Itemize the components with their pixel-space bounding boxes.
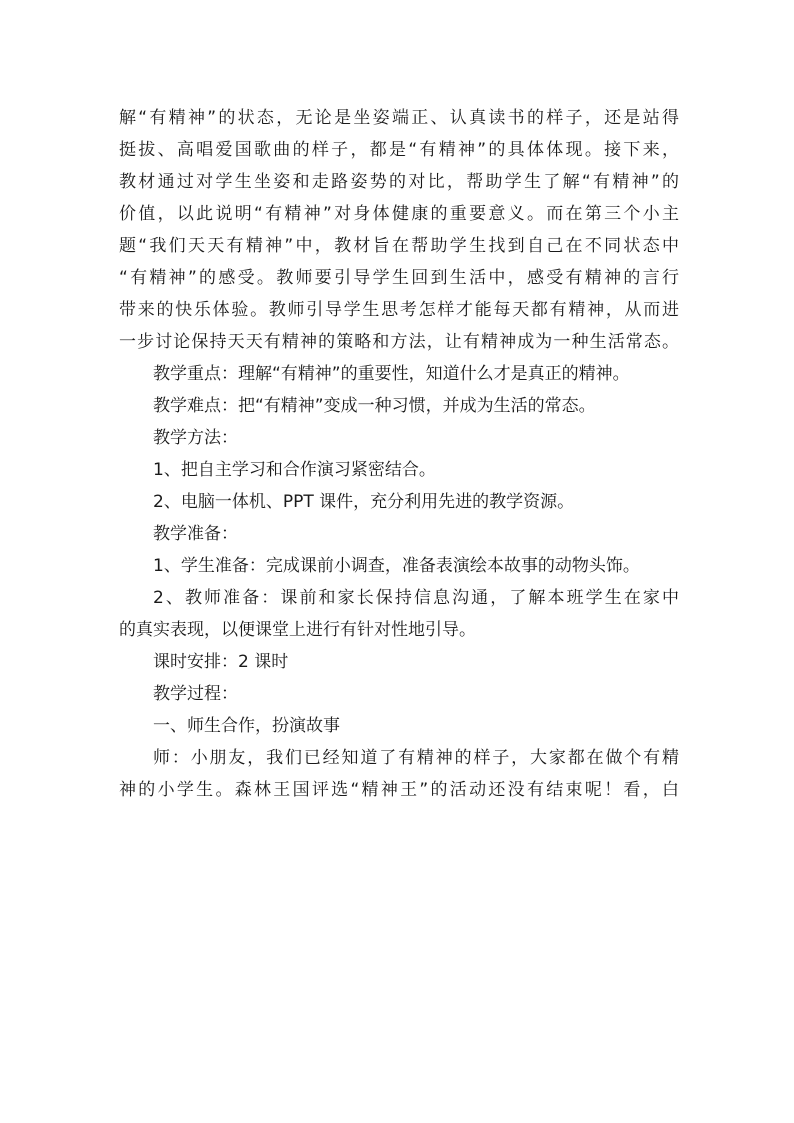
paragraph-line: 解“有精神”的状态，无论是坐姿端正、认真读书的样子，还是站得 (119, 108, 679, 128)
teaching-difficulty: 教学难点：把“有精神”变成一种习惯，并成为生活的常态。 (153, 396, 596, 416)
preparation-item: 2、教师准备：课前和家长保持信息沟通，了解本班学生在家中 (153, 588, 679, 608)
paragraph-line: 神的小学生。森林王国评选“精神王”的活动还没有结束呢！看，白 (119, 780, 679, 800)
paragraph-line: 一步讨论保持天天有精神的策略和方法，让有精神成为一种生活常态。 (119, 332, 679, 352)
method-item: 2、电脑一体机、PPT 课件，充分利用先进的教学资源。 (153, 492, 575, 512)
teaching-focus: 教学重点：理解“有精神”的重要性，知道什么才是真正的精神。 (153, 364, 630, 384)
dialogue-line: 师：小朋友，我们已经知道了有精神的样子，大家都在做个有精 (153, 748, 679, 768)
paragraph-line: 价值，以此说明“有精神”对身体健康的重要意义。而在第三个小主 (119, 204, 679, 224)
section-heading-process: 教学过程： (153, 684, 238, 704)
preparation-item: 1、学生准备：完成课前小调查，准备表演绘本故事的动物头饰。 (153, 556, 640, 576)
paragraph-line: 题“我们天天有精神”中，教材旨在帮助学生找到自己在不同状态中 (119, 236, 679, 256)
paragraph-line: “有精神”的感受。教师要引导学生回到生活中，感受有精神的言行 (119, 268, 679, 288)
document-body (119, 102, 679, 806)
paragraph-line: 挺拔、高唱爱国歌曲的样子，都是“有精神”的具体体现。接下来， (119, 140, 679, 160)
paragraph-line: 教材通过对学生坐姿和走路姿势的对比，帮助学生了解“有精神”的 (119, 172, 679, 192)
process-step-heading: 一、师生合作，扮演故事 (153, 716, 340, 736)
method-item: 1、把自主学习和合作演习紧密结合。 (153, 460, 436, 480)
paragraph-line: 带来的快乐体验。教师引导学生思考怎样才能每天都有精神，从而进 (119, 300, 679, 320)
class-hours: 课时安排：2 课时 (153, 652, 289, 672)
section-heading-methods: 教学方法： (153, 428, 238, 448)
paragraph-line: 的真实表现，以便课堂上进行有针对性地引导。 (119, 620, 476, 640)
section-heading-preparation: 教学准备： (153, 524, 238, 544)
